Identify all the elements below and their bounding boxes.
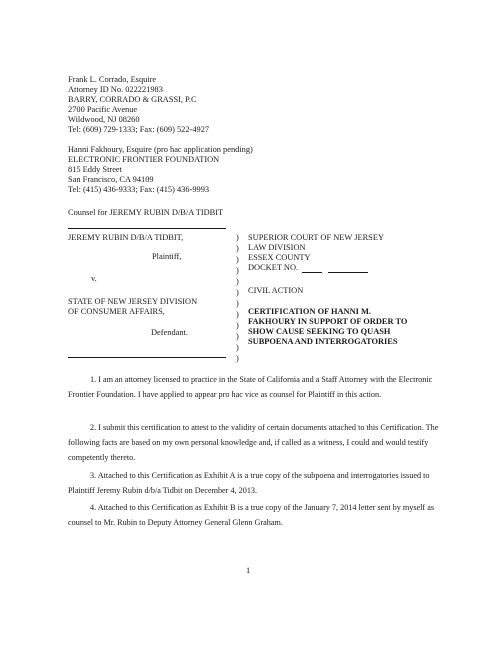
attorney2-city: San Francisco, CA 94109 [68, 175, 154, 184]
attorney1-street: 2700 Pacific Avenue [68, 105, 138, 114]
court-line2: LAW DIVISION [248, 243, 306, 252]
court-line1: SUPERIOR COURT OF NEW JERSEY [248, 233, 384, 242]
attorney2-phone: Tel: (415) 436-9333; Fax: (415) 436-9993 [68, 185, 210, 194]
certification-title-line4: SUBPOENA AND INTERROGATORIES [248, 337, 398, 346]
certification-title-line2: FAKHOURY IN SUPPORT OF ORDER TO [248, 317, 408, 326]
paragraph-3: 3. Attached to this Certification as Exhibit A is a true copy of the subpoena and interrogatories issued to Plaintiff Jeremy Rubin d/b/a Tidbit on December 4, 2013. [68, 471, 430, 495]
paragraph-2: 2. I submit this certification to attest to the validity of certain documents attached to this Certification. The following facts are based on my own personal knowledge and, if called as a witness, I could and would testify competently thereto. [68, 423, 439, 462]
caption-paren: ) [236, 288, 239, 297]
plaintiff-name: JEREMY RUBIN D/B/A TIDBIT, [68, 233, 184, 242]
certification-title-line1: CERTIFICATION OF HANNI M. [248, 307, 372, 316]
versus: v. [91, 274, 97, 283]
attorney1-firm: BARRY, CORRADO & GRASSI, P.C [68, 95, 197, 104]
civil-action: CIVIL ACTION [248, 286, 304, 295]
caption-paren: ) [236, 244, 239, 253]
page-number: 1 [246, 566, 251, 575]
plaintiff-role: Plaintiff, [152, 252, 182, 261]
caption-paren: ) [236, 321, 239, 330]
defendant-line1: STATE OF NEW JERSEY DIVISION [68, 297, 198, 306]
attorney2-org: ELECTRONIC FRONTIER FOUNDATION [68, 155, 220, 164]
caption-paren: ) [236, 310, 239, 319]
court-line3: ESSEX COUNTY [248, 253, 311, 262]
caption-paren: ) [236, 354, 239, 363]
attorney2-name: Hanni Fakhoury, Esquire (pro hac application pending) [68, 145, 253, 154]
caption-paren: ) [236, 266, 239, 275]
caption-paren: ) [236, 343, 239, 352]
attorney1-name: Frank L. Corrado, Esquire [68, 75, 157, 84]
paragraph-1: 1. I am an attorney licensed to practice in the State of California and a Staff Attorney with the Electronic Frontier Foundation. I have applied to appear pro hac vice as counsel for Plaintiff in this action. [68, 375, 433, 399]
caption-paren: ) [236, 332, 239, 341]
attorney1-phone: Tel: (609) 729-1333; Fax: (609) 522-4927 [68, 125, 210, 134]
docket-blank-1 [302, 272, 322, 273]
caption-paren: ) [236, 233, 239, 242]
docket-label: DOCKET NO. [248, 263, 299, 272]
attorney1-city: Wildwood, NJ 08260 [68, 115, 140, 124]
attorney1-id: Attorney ID No. 022221983 [68, 85, 163, 94]
docket-blank-2 [328, 272, 368, 273]
defendant-line2: OF CONSUMER AFFAIRS, [68, 307, 165, 316]
caption-top-rule [68, 228, 226, 229]
paragraph-4: 4. Attached to this Certification as Exhibit B is a true copy of the January 7, 2014 letter sent by myself as counsel to Mr. Rubin to Deputy Attorney General Glenn Graham. [68, 503, 435, 527]
caption-paren: ) [236, 255, 239, 264]
certification-title-line3: SHOW CAUSE SEEKING TO QUASH [248, 327, 391, 336]
counsel-for-line: Counsel for JEREMY RUBIN D/B/A TIDBIT [68, 208, 224, 217]
caption-bottom-rule [68, 357, 226, 358]
caption-paren: ) [236, 277, 239, 286]
caption-paren: ) [236, 299, 239, 308]
defendant-role: Defendant. [151, 328, 188, 337]
attorney2-street: 815 Eddy Street [68, 165, 122, 174]
